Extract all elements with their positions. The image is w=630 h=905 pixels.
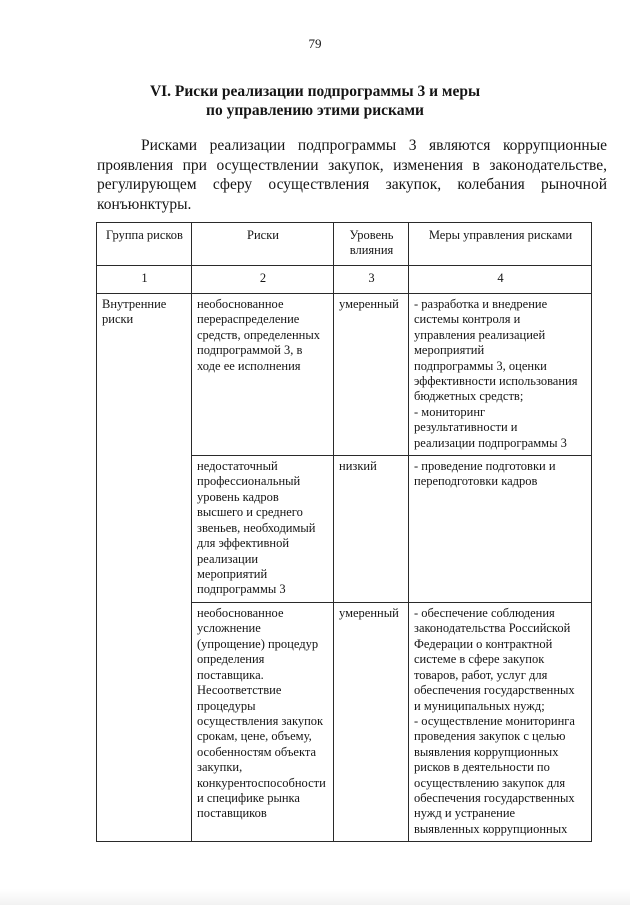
risk-line: реализации bbox=[197, 551, 259, 566]
measure-line: системы контроля и bbox=[414, 312, 521, 327]
section-heading bbox=[40, 82, 590, 120]
measure-line: осуществлению закупок для bbox=[414, 775, 566, 790]
risk-group-cell bbox=[97, 294, 192, 842]
risk-line: осуществления закупок bbox=[197, 713, 324, 728]
measure-line: бюджетных средств; bbox=[414, 389, 524, 404]
risk-line: срокам, цене, объему, bbox=[197, 729, 312, 744]
table-header-row bbox=[97, 223, 592, 266]
risk-line: закупки, bbox=[197, 760, 243, 775]
risk-group-line: риски bbox=[102, 312, 134, 327]
measure-line: товаров, работ, услуг для bbox=[414, 667, 548, 682]
risk-line: звеньев, необходимый bbox=[197, 520, 316, 535]
measure-line: и муниципальных нужд; bbox=[414, 698, 545, 713]
risk-table bbox=[96, 222, 592, 842]
measure-line: - осуществление мониторинга bbox=[414, 713, 575, 728]
page-bottom-edge bbox=[0, 889, 630, 905]
measure-line: обеспечения государственных bbox=[414, 683, 575, 698]
risk-line: недостаточный bbox=[197, 459, 278, 474]
risk-line: для эффективной bbox=[197, 536, 290, 551]
measure-line: Федерации о контрактной bbox=[414, 636, 553, 651]
risk-line: конкурентоспособности bbox=[197, 775, 326, 790]
risk-line: высшего и среднего bbox=[197, 505, 303, 520]
risk-line: уровень кадров bbox=[197, 489, 279, 504]
header-risk-group: Группа рисков bbox=[97, 223, 192, 266]
risk-line: поставщиков bbox=[197, 806, 267, 821]
page-number: 79 bbox=[308, 36, 322, 51]
risk-line: подпрограммой 3, в bbox=[197, 343, 303, 358]
risk-cell bbox=[192, 603, 334, 842]
measure-line: выявления коррупционных bbox=[414, 744, 559, 759]
risk-line: средств, определенных bbox=[197, 327, 320, 342]
risk-cell bbox=[192, 294, 334, 456]
risk-line: определения bbox=[197, 652, 265, 667]
measure-line: - разработка и внедрение bbox=[414, 297, 548, 311]
measure-line: системе в сфере закупок bbox=[414, 652, 545, 667]
measures-cell bbox=[409, 294, 592, 456]
impact-level-cell: низкий bbox=[334, 456, 409, 603]
intro-paragraph: Рисками реализации подпрограммы 3 являются коррупционные проявления при осуществлении закупок, изменения в законодательстве, регулирующем сферу осуществления закупок, колебания рыночной конъюнктуры. bbox=[97, 137, 607, 213]
measures-cell bbox=[409, 603, 592, 842]
measure-line: управления реализацией bbox=[414, 327, 546, 342]
measure-line: мероприятий bbox=[414, 343, 485, 358]
measure-line: - мониторинг bbox=[414, 404, 486, 419]
impact-level-cell: умеренный bbox=[334, 294, 409, 456]
risk-line: необоснованное bbox=[197, 297, 284, 311]
header-risk-measures: Меры управления рисками bbox=[409, 223, 592, 266]
measure-line: - обеспечение соблюдения bbox=[414, 606, 555, 621]
risk-line: необоснованное bbox=[197, 606, 284, 621]
column-number: 4 bbox=[409, 266, 592, 294]
measure-line: рисков в деятельности по bbox=[414, 760, 550, 775]
measure-line: проведения закупок с целью bbox=[414, 729, 566, 744]
header-risks: Риски bbox=[192, 223, 334, 266]
risk-line: Несоответствие bbox=[197, 683, 282, 698]
measure-line: выявленных коррупционных bbox=[414, 821, 568, 836]
risk-line: профессиональный bbox=[197, 474, 301, 489]
risk-line: усложнение bbox=[197, 621, 261, 636]
risk-line: перераспределение bbox=[197, 312, 300, 327]
column-number: 1 bbox=[97, 266, 192, 294]
measure-line: результативности и bbox=[414, 420, 518, 435]
section-heading-line-1: VI. Риски реализации подпрограммы 3 и меры bbox=[149, 83, 481, 100]
risk-line: процедуры bbox=[197, 698, 256, 713]
measure-line: реализации подпрограммы 3 bbox=[414, 435, 567, 450]
measure-line: переподготовки кадров bbox=[414, 474, 538, 489]
risk-line: (упрощение) процедур bbox=[197, 636, 319, 651]
measure-line: подпрограммы 3, оценки bbox=[414, 358, 547, 373]
risk-line: особенностям объекта bbox=[197, 744, 317, 759]
measure-line: нужд и устранение bbox=[414, 806, 516, 821]
measure-line: - проведение подготовки и bbox=[414, 459, 556, 474]
column-number: 2 bbox=[192, 266, 334, 294]
header-impact-level: Уровень влияния bbox=[334, 223, 409, 266]
measure-line: законодательства Российской bbox=[414, 621, 571, 636]
impact-level-cell: умеренный bbox=[334, 603, 409, 842]
column-number: 3 bbox=[334, 266, 409, 294]
risk-cell bbox=[192, 456, 334, 603]
measure-line: обеспечения государственных bbox=[414, 790, 575, 805]
section-heading-line-2: по управлению этими рисками bbox=[206, 102, 424, 119]
column-number-row bbox=[97, 266, 592, 294]
measure-line: эффективности использования bbox=[414, 374, 578, 389]
risk-line: ходе ее исполнения bbox=[197, 358, 301, 373]
risk-line: поставщика. bbox=[197, 667, 264, 682]
risk-line: и специфике рынка bbox=[197, 790, 300, 805]
risk-line: мероприятий bbox=[197, 566, 268, 581]
measures-cell bbox=[409, 456, 592, 603]
risk-line: подпрограммы 3 bbox=[197, 582, 286, 597]
risk-group-line: Внутренние bbox=[102, 297, 167, 311]
table-row bbox=[97, 294, 592, 456]
